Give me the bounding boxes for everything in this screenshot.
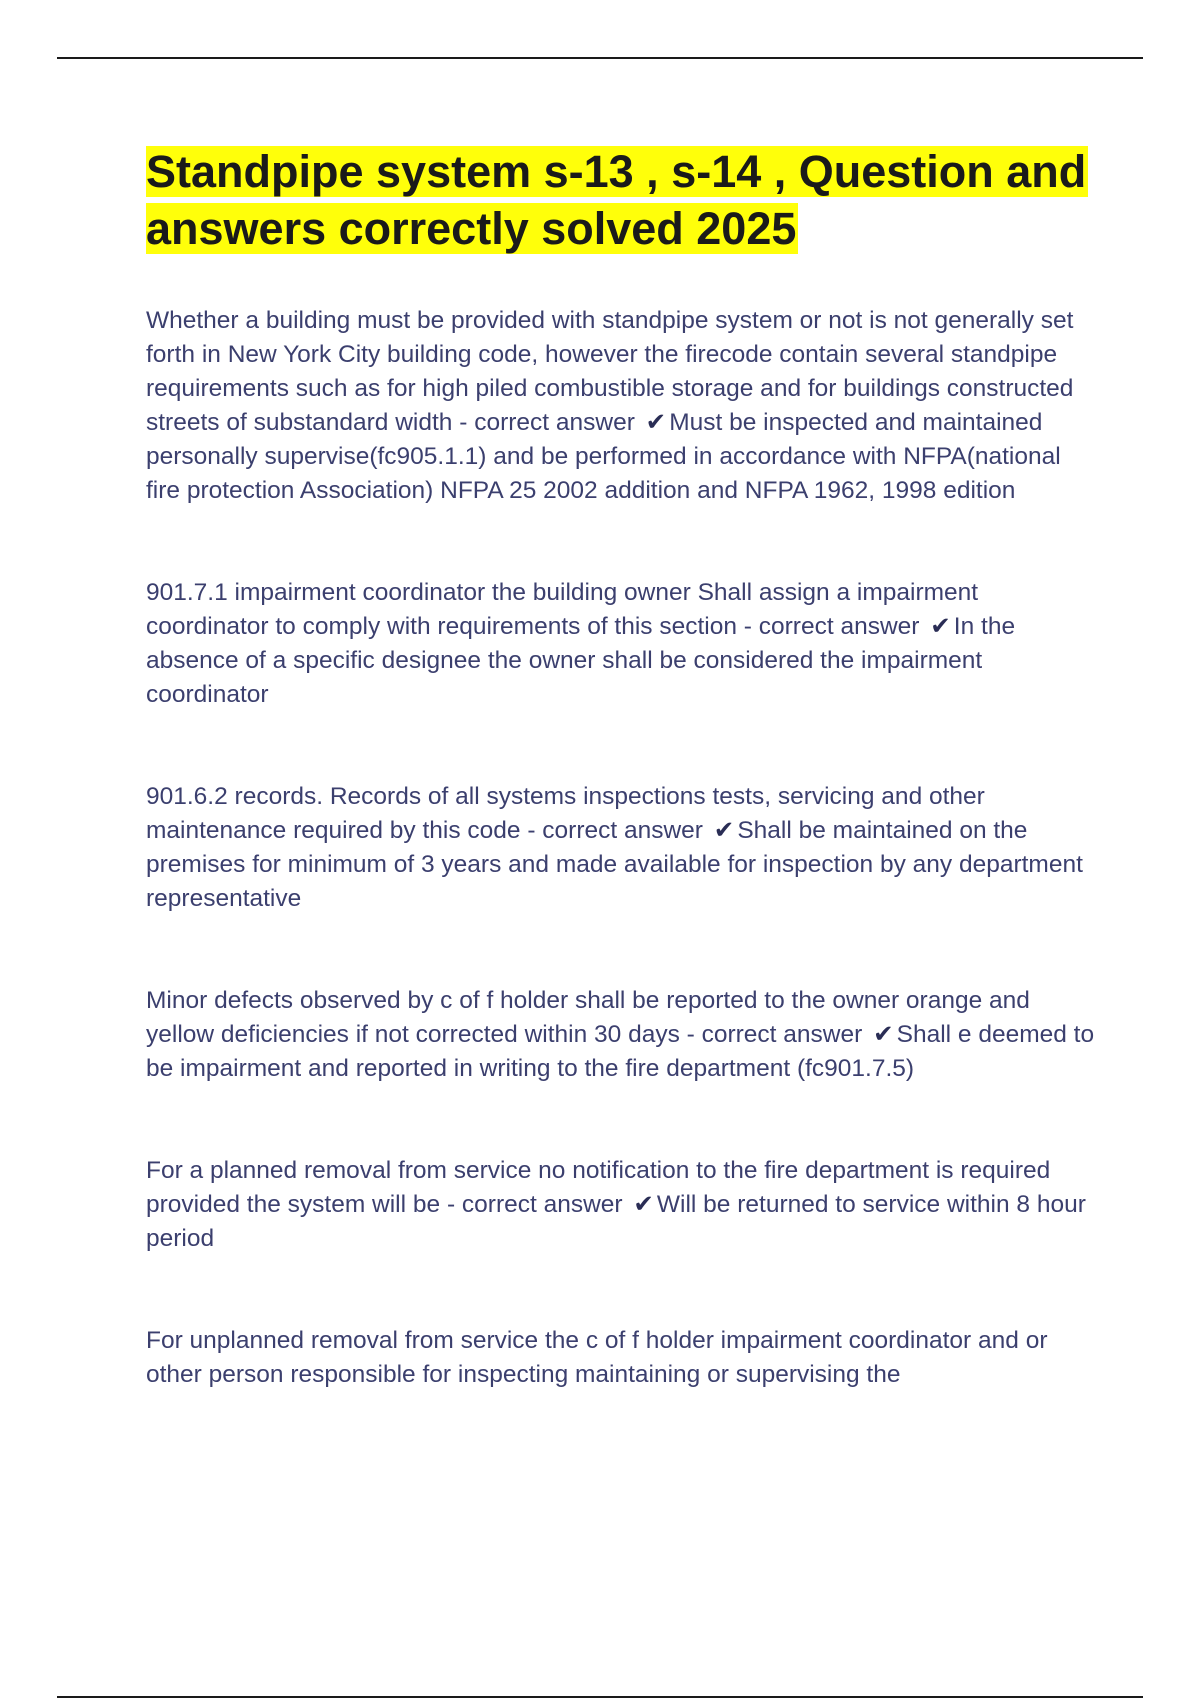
document-title — [146, 143, 1096, 257]
answer-text: In the absence of a specific designee the owner shall be considered the impairment coordinator — [146, 613, 1016, 708]
checkmark-icon: ✔ — [873, 1021, 894, 1048]
answer-text: Shall e deemed to be impairment and reported in writing to the fire department (fc901.7.5) — [146, 1021, 1095, 1082]
qa-list — [146, 304, 1096, 1392]
qa-item — [146, 1154, 1096, 1256]
document-body — [146, 143, 1096, 1460]
checkmark-icon: ✔ — [633, 1191, 654, 1218]
question-text: Whether a building must be provided with standpipe system or not is not generally set forth in New York City building code, however the firecode contain several standpipe requirements such as for high piled combustible storage and for buildings constructed streets of substandard width - correct answer — [146, 307, 1074, 436]
question-text: For unplanned removal from service the c of f holder impairment coordinator and or other person responsible for inspecting maintaining or supervising the — [146, 1327, 1048, 1388]
answer-text: Will be returned to service within 8 hour period — [146, 1191, 1086, 1252]
checkmark-icon: ✔ — [713, 817, 735, 844]
checkmark-icon: ✔ — [930, 613, 951, 640]
answer-text: Must be inspected and maintained personally supervise(fc905.1.1) and be performed in accordance with NFPA(national fire protection Association) NFPA 25 2002 addition and NFPA 1962, 1998 edition — [146, 409, 1061, 504]
top-rule — [57, 57, 1143, 59]
qa-item — [146, 304, 1096, 508]
title-highlight: Standpipe system s-13 , s-14 , Question and answers correctly solved 2025 — [146, 146, 1087, 254]
question-text: 901.7.1 impairment coordinator the building owner Shall assign a impairment coordinator to comply with requirements of this section - correct answer — [146, 579, 979, 640]
checkmark-icon: ✔ — [645, 409, 667, 436]
question-text: For a planned removal from service no notification to the fire department is required provided the system will be - correct answer — [146, 1157, 1051, 1218]
qa-item — [146, 576, 1096, 712]
qa-item — [146, 780, 1096, 916]
bottom-rule — [57, 1696, 1143, 1698]
qa-item — [146, 1324, 1096, 1392]
question-text: Minor defects observed by c of f holder shall be reported to the owner orange and yellow deficiencies if not corrected within 30 days - correct answer — [146, 987, 1030, 1048]
qa-item — [146, 984, 1096, 1086]
question-text: 901.6.2 records. Records of all systems inspections tests, servicing and other maintenance required by this code - correct answer — [146, 783, 985, 844]
answer-text: Shall be maintained on the premises for minimum of 3 years and made available for inspection by any department representative — [146, 817, 1083, 912]
